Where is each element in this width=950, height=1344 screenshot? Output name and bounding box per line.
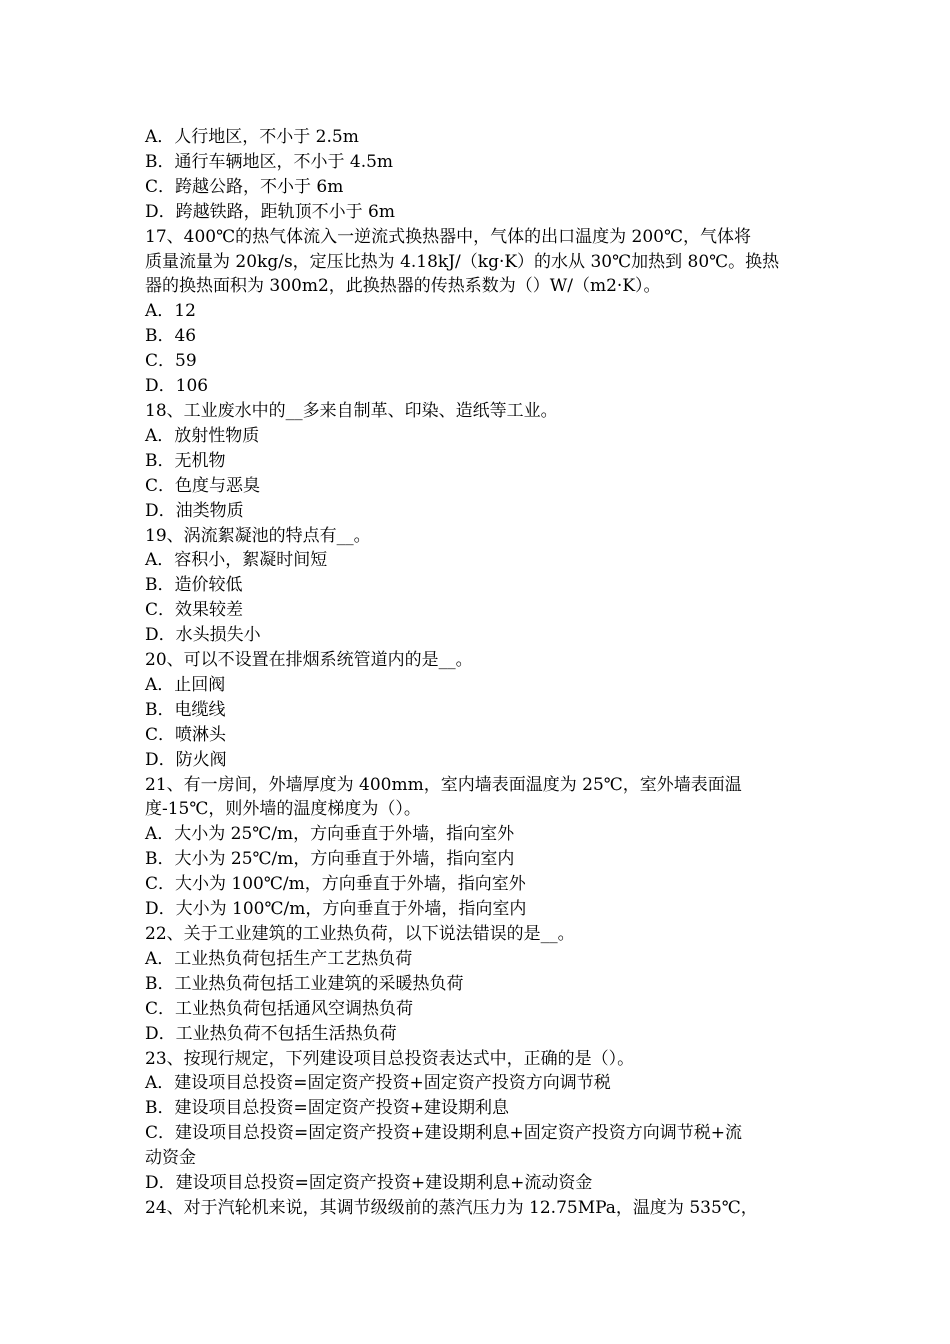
- q21-option-b: B．大小为 25℃/m，方向垂直于外墙，指向室内: [145, 849, 515, 870]
- q19-option-d: D．水头损失小: [145, 625, 261, 646]
- q19-option-a: A．容积小，絮凝时间短: [145, 550, 328, 571]
- q22-option-d: D．工业热负荷不包括生活热负荷: [145, 1023, 397, 1044]
- q23-option-c-line-2: 动资金: [145, 1148, 196, 1169]
- q21-stem-line-1: 21、有一房间，外墙厚度为 400mm，室内墙表面温度为 25℃，室外墙表面温: [145, 774, 742, 795]
- q17-option-b: B．46: [145, 326, 197, 347]
- q17-option-a: A．12: [145, 301, 196, 322]
- q17-stem-line-3: 器的换热面积为 300m2，此换热器的传热系数为（）W/（m2·K）。: [145, 276, 661, 297]
- q20-option-d: D．防火阀: [145, 749, 227, 770]
- q20-stem: 20、可以不设置在排烟系统管道内的是__。: [145, 650, 473, 671]
- q19-stem: 19、涡流絮凝池的特点有__。: [145, 525, 371, 546]
- q17-option-d: D．106: [145, 376, 209, 397]
- q16-option-b: B．通行车辆地区，不小于 4.5m: [145, 151, 394, 172]
- document-page: [145, 125, 810, 1221]
- q19-option-c: C．效果较差: [145, 600, 244, 621]
- q23-option-c-line-1: C．建设项目总投资=固定资产投资+建设期利息+固定资产投资方向调节税+流: [145, 1123, 742, 1144]
- q16-option-c: C．跨越公路，不小于 6m: [145, 176, 344, 197]
- q20-option-c: C．喷淋头: [145, 724, 227, 745]
- q23-stem: 23、按现行规定，下列建设项目总投资表达式中，正确的是（）。: [145, 1048, 635, 1069]
- q19-option-b: B．造价较低: [145, 575, 243, 596]
- q23-option-b: B．建设项目总投资=固定资产投资+建设期利息: [145, 1098, 509, 1119]
- q21-stem-line-2: 度-15℃，则外墙的温度梯度为（）。: [145, 799, 421, 820]
- q17-stem-line-1: 17、400℃的热气体流入一逆流式换热器中，气体的出口温度为 200℃，气体将: [145, 226, 751, 247]
- q22-option-a: A．工业热负荷包括生产工艺热负荷: [145, 948, 413, 969]
- q21-option-a: A．大小为 25℃/m，方向垂直于外墙，指向室外: [145, 824, 515, 845]
- q18-option-b: B．无机物: [145, 450, 226, 471]
- q18-option-d: D．油类物质: [145, 500, 244, 521]
- q23-option-d: D．建设项目总投资=固定资产投资+建设期利息+流动资金: [145, 1173, 593, 1194]
- q21-option-c: C．大小为 100℃/m，方向垂直于外墙，指向室外: [145, 874, 526, 895]
- q23-option-a: A．建设项目总投资=固定资产投资+固定资产投资方向调节税: [145, 1073, 611, 1094]
- q18-option-a: A．放射性物质: [145, 425, 260, 446]
- q22-option-c: C．工业热负荷包括通风空调热负荷: [145, 998, 414, 1019]
- q18-stem: 18、工业废水中的__多来自制革、印染、造纸等工业。: [145, 400, 558, 421]
- q21-option-d: D．大小为 100℃/m，方向垂直于外墙，指向室内: [145, 899, 527, 920]
- q24-stem: 24、对于汽轮机来说，其调节级级前的蒸汽压力为 12.75MPa，温度为 535℃，: [145, 1197, 758, 1218]
- q18-option-c: C．色度与恶臭: [145, 475, 261, 496]
- q20-option-b: B．电缆线: [145, 699, 226, 720]
- q22-stem: 22、关于工业建筑的工业热负荷，以下说法错误的是__。: [145, 924, 575, 944]
- q17-option-c: C．59: [145, 351, 197, 372]
- q17-stem-line-2: 质量流量为 20kg/s，定压比热为 4.18kJ/（kg·K）的水从 30℃加热到 80℃。换热: [145, 251, 780, 272]
- q20-option-a: A．止回阀: [145, 674, 226, 695]
- q16-option-d: D．跨越铁路，距轨顶不小于 6m: [145, 201, 395, 222]
- q22-option-b: B．工业热负荷包括工业建筑的采暖热负荷: [145, 973, 464, 994]
- q16-option-a: A．人行地区，不小于 2.5m: [145, 127, 359, 147]
